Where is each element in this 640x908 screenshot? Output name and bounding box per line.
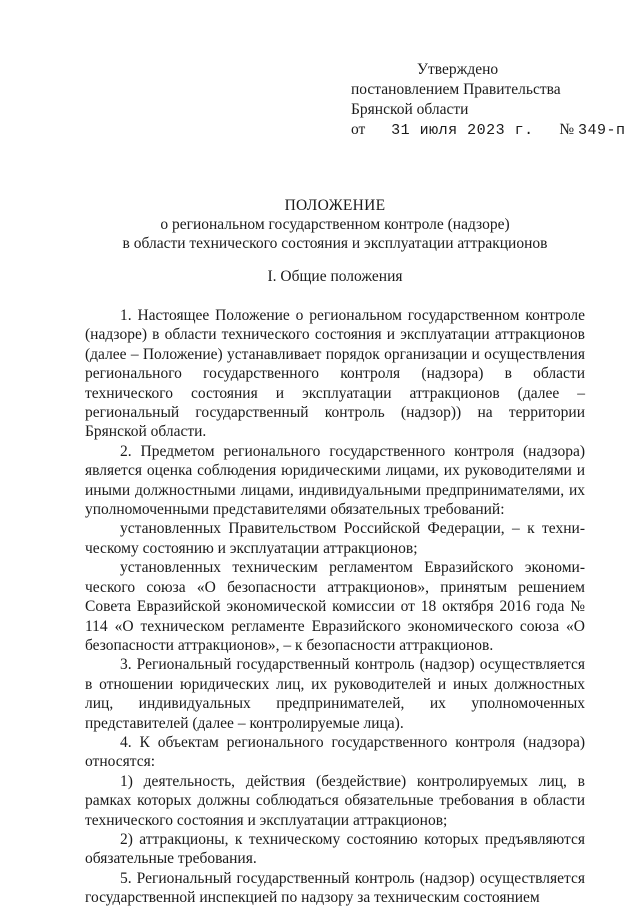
document-body [85, 306, 585, 908]
section-heading: I. Общие положения [267, 268, 403, 285]
paragraph: 1. Настоящее Положение о региональном государственном контроле (надзоре) в области технического состояния и эксплуатации аттракционов (далее – Положение) устанавливает порядок организации и осуществления регионального государственного контроля (надзора) в области технического состояния и эксплуатации аттракционов (далее – региональный государственный контроль (надзор)) на территории Брянской области. [85, 307, 585, 441]
paragraph: установленных техническим регламентом Евразийского экономического союза «О безопасности аттракционов», принятым решением Совета Евразийской экономической комиссии от 18 октября 2016 года № 114 «О техническом регламенте Евразийского экономического союза «О безопасности аттракционов», – к безопасности аттракционов. [85, 559, 585, 654]
approval-date-line [351, 120, 626, 141]
approval-stamp [351, 60, 626, 141]
title-subtitle-line-2: в области технического состояния и эксплуатации аттракционов [122, 235, 548, 252]
paragraph: 3. Региональный государственный контроль (надзор) осуществляется в отношении юридических лиц, их руководителей и иных должностных лиц, индивидуальных предпринимателей, их уполномоченных представителей (далее – контролируемые лица). [85, 656, 585, 732]
number-prefix: № [559, 121, 575, 138]
title-subtitle-line-1: о региональном государственном контроле (надзоре) [160, 216, 510, 233]
paragraph: 1) деятельность, действия (бездействие) контролируемых лиц, в рамках которых должны соблюдаться обязательные требования в области технического состояния и эксплуатации аттракционов; [85, 772, 585, 829]
approval-date: 31 июля 2023 г. [391, 122, 534, 139]
title-heading: ПОЛОЖЕНИЕ [284, 197, 386, 214]
approval-line-2: постановлением Правительства [351, 81, 561, 98]
paragraph: 2) аттракционы, к техническому состоянию которых предъявляются обязательные требования. [85, 830, 585, 868]
document-title [60, 196, 610, 253]
approval-line-1: Утверждено [417, 61, 499, 78]
date-prefix: от [351, 121, 366, 138]
paragraph: 5. Региональный государственный контроль (надзор) осуществляется государственной инспекцией по надзору за техническим состоянием [85, 869, 585, 907]
paragraph: установленных Правительством Российской Федерации, – к техническому состоянию и эксплуатации аттракционов; [85, 520, 585, 557]
paragraph: 2. Предметом регионального государственного контроля (надзора) является оценка соблюдения юридическими лицами, их руководителями и иными должностными лицами, индивидуальными предпринимателями, их уполномоченными представителями обязательных требований: [85, 442, 585, 519]
approval-number: 349-п [578, 122, 626, 139]
approval-line-3: Брянской области [351, 101, 469, 118]
paragraph: 4. К объектам регионального государственного контроля (надзора) относятся: [85, 733, 585, 771]
